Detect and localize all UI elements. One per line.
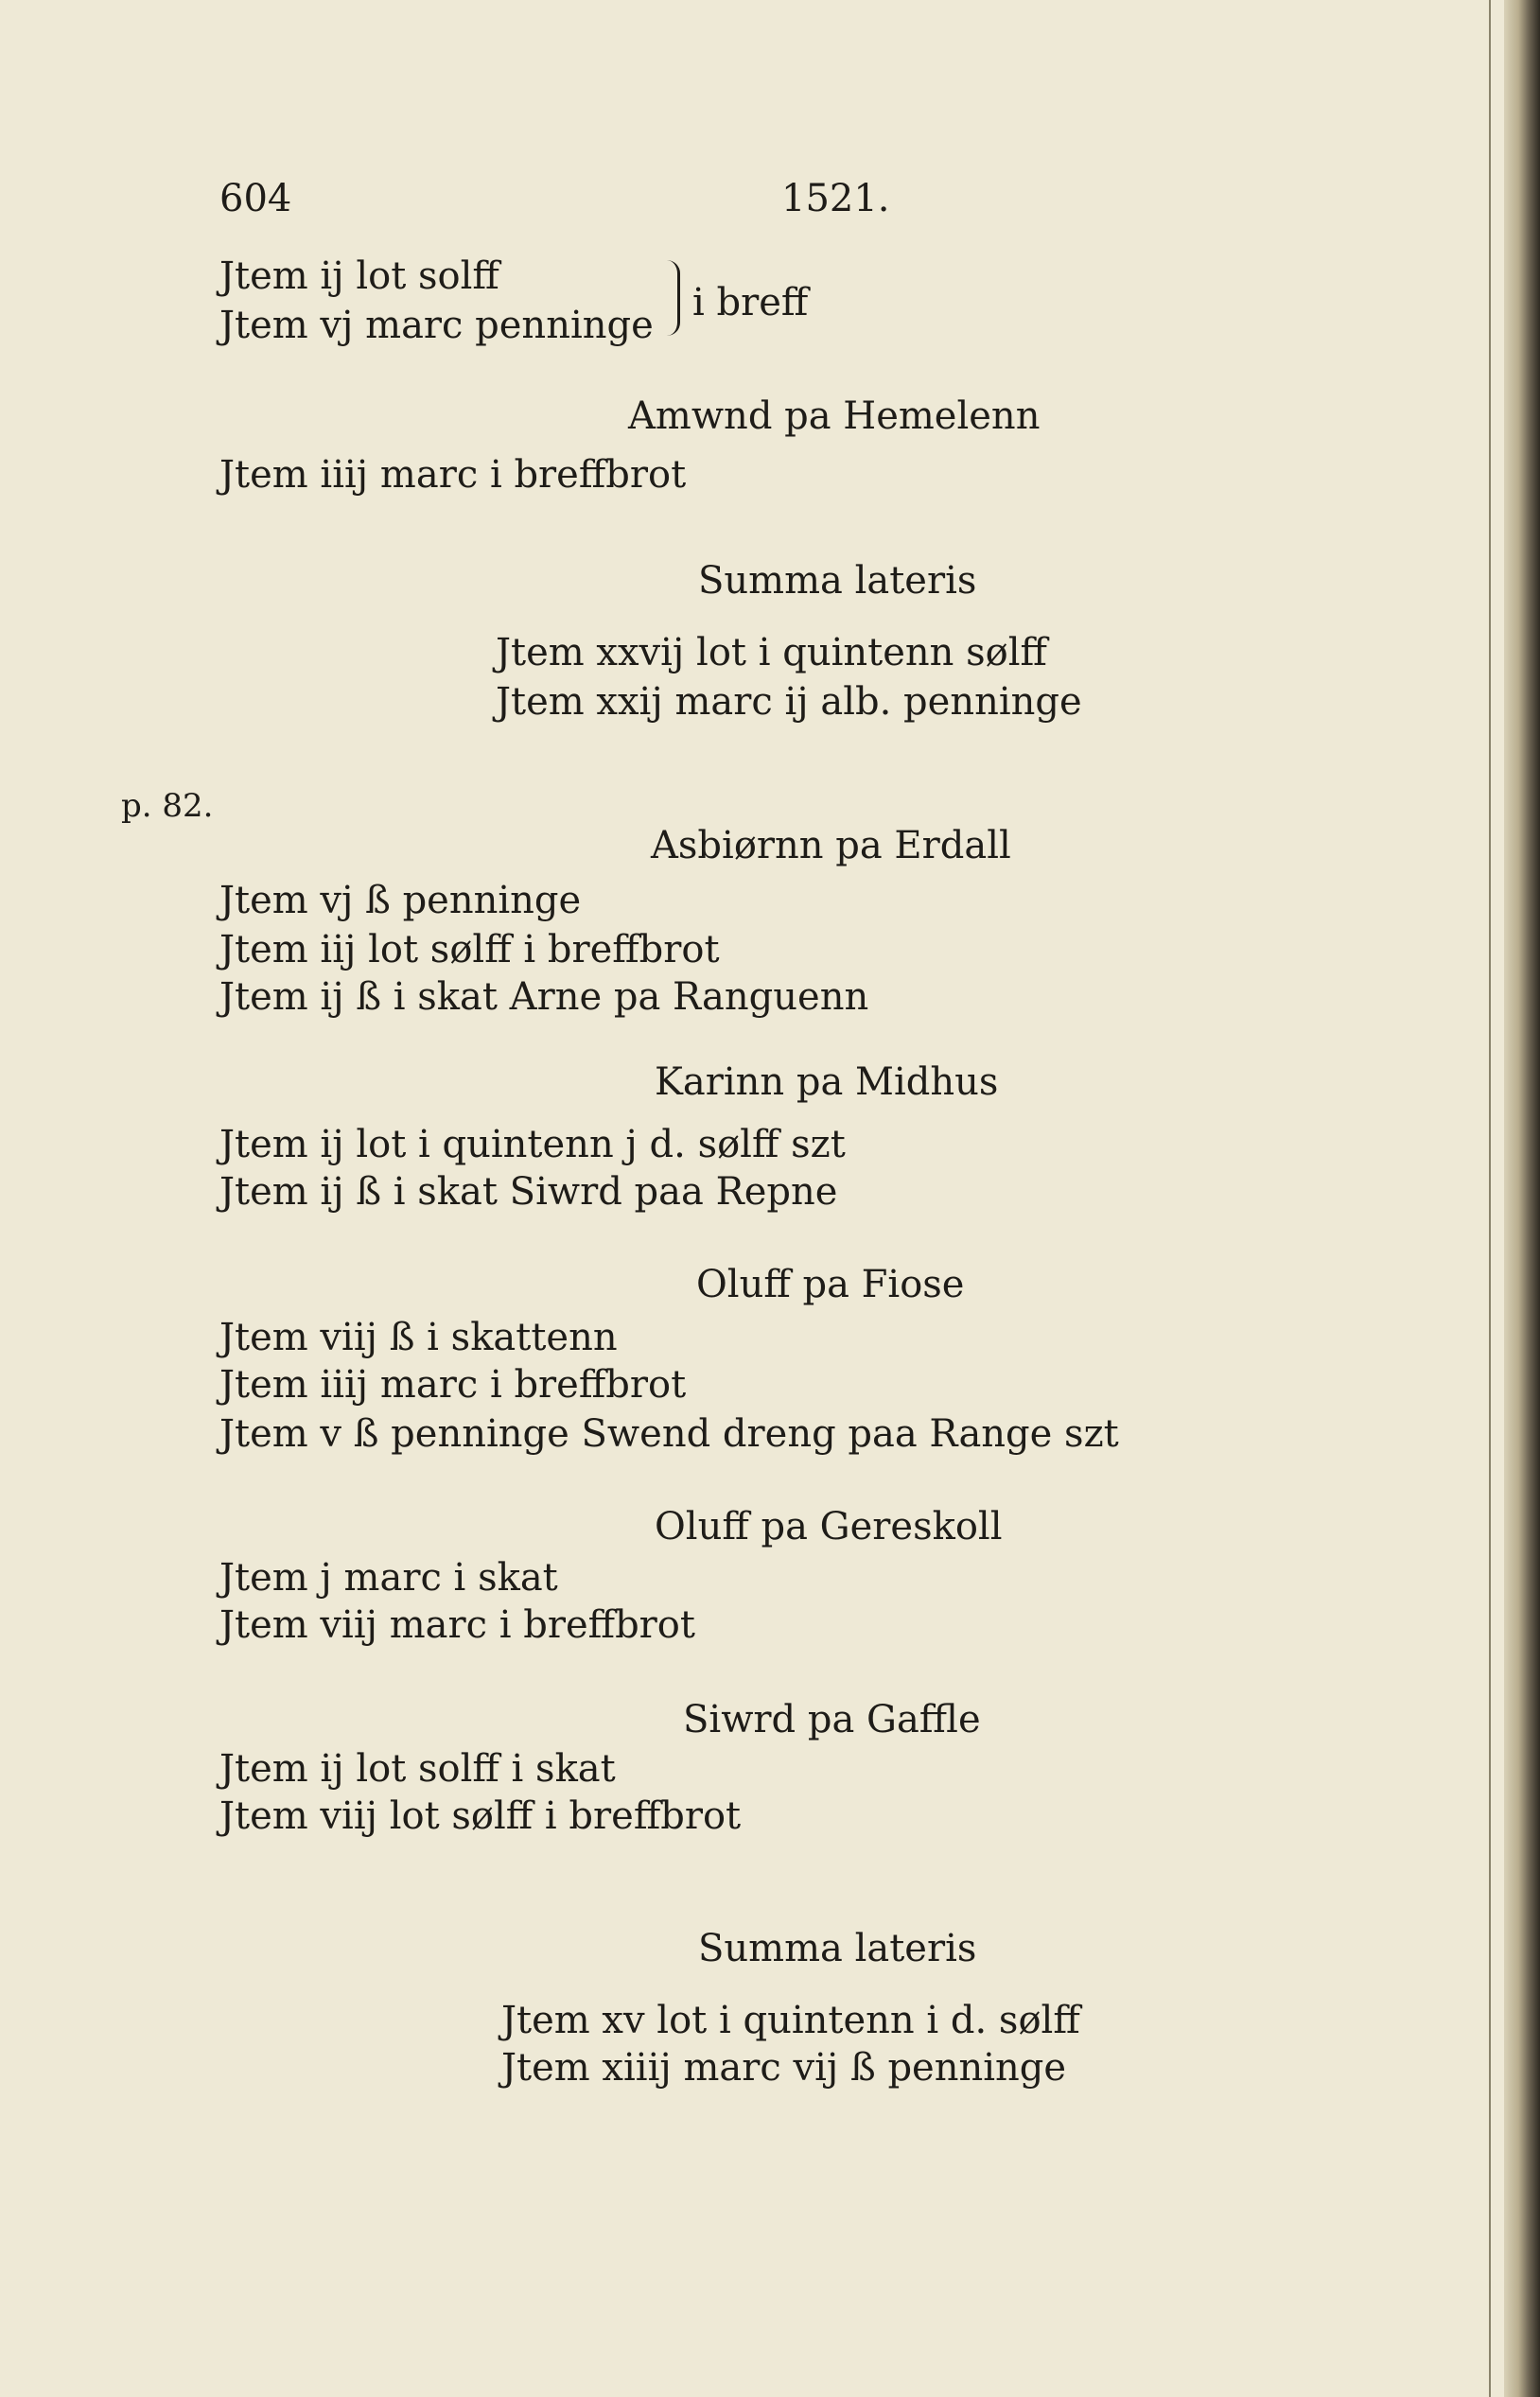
book-edge: [1504, 0, 1540, 2397]
section-heading: Summa lateris: [698, 1927, 977, 1970]
text-line: Jtem ij ß i skat Arne pa Ranguenn: [219, 975, 869, 1019]
text-line: Jtem iiij marc i breffbrot: [219, 453, 687, 497]
text-line: Jtem ij ß i skat Siwrd paa Repne: [219, 1170, 838, 1214]
page-number: 604: [219, 177, 292, 220]
text-line: Jtem vj marc penninge: [219, 304, 654, 347]
section-heading: Amwnd pa Hemelenn: [628, 394, 1041, 438]
section-heading: Oluff pa Fiose: [696, 1263, 965, 1306]
text-line: Jtem iiij marc i breffbrot: [219, 1363, 687, 1407]
text-line: Jtem xxvij lot i quintenn sølff: [496, 631, 1047, 674]
text-line: Jtem iij lot sølff i breffbrot: [219, 928, 720, 971]
brace: [664, 260, 680, 336]
page-year: 1521.: [781, 177, 890, 220]
text-line: Jtem xxij marc ij alb. penninge: [496, 680, 1082, 724]
brace-label: i breff: [692, 281, 809, 324]
section-heading: Summa lateris: [698, 559, 977, 603]
text-line: Jtem ij lot i quintenn j d. sølff szt: [219, 1123, 846, 1166]
text-line: Jtem viij marc i breffbrot: [219, 1603, 695, 1647]
text-line: Jtem viij lot sølff i breffbrot: [219, 1794, 742, 1838]
section-heading: Siwrd pa Gaffle: [683, 1698, 981, 1741]
text-line: Jtem xv lot i quintenn i d. sølff: [501, 1999, 1080, 2042]
section-heading: Karinn pa Midhus: [655, 1060, 999, 1104]
margin-note: p. 82.: [121, 787, 214, 825]
text-line: Jtem ij lot solff: [219, 254, 499, 298]
section-heading: Asbiørnn pa Erdall: [651, 824, 1011, 867]
text-line: Jtem vj ß penninge: [219, 879, 582, 922]
text-line: Jtem ij lot solff i skat: [219, 1747, 616, 1791]
text-line: Jtem xiiij marc vij ß penninge: [501, 2046, 1067, 2090]
section-heading: Oluff pa Gereskoll: [655, 1505, 1003, 1548]
text-line: Jtem v ß penninge Swend dreng paa Range szt: [219, 1412, 1119, 1456]
text-line: Jtem viij ß i skattenn: [219, 1316, 618, 1359]
text-line: Jtem j marc i skat: [219, 1556, 558, 1600]
page-edge-line: [1489, 0, 1491, 2397]
